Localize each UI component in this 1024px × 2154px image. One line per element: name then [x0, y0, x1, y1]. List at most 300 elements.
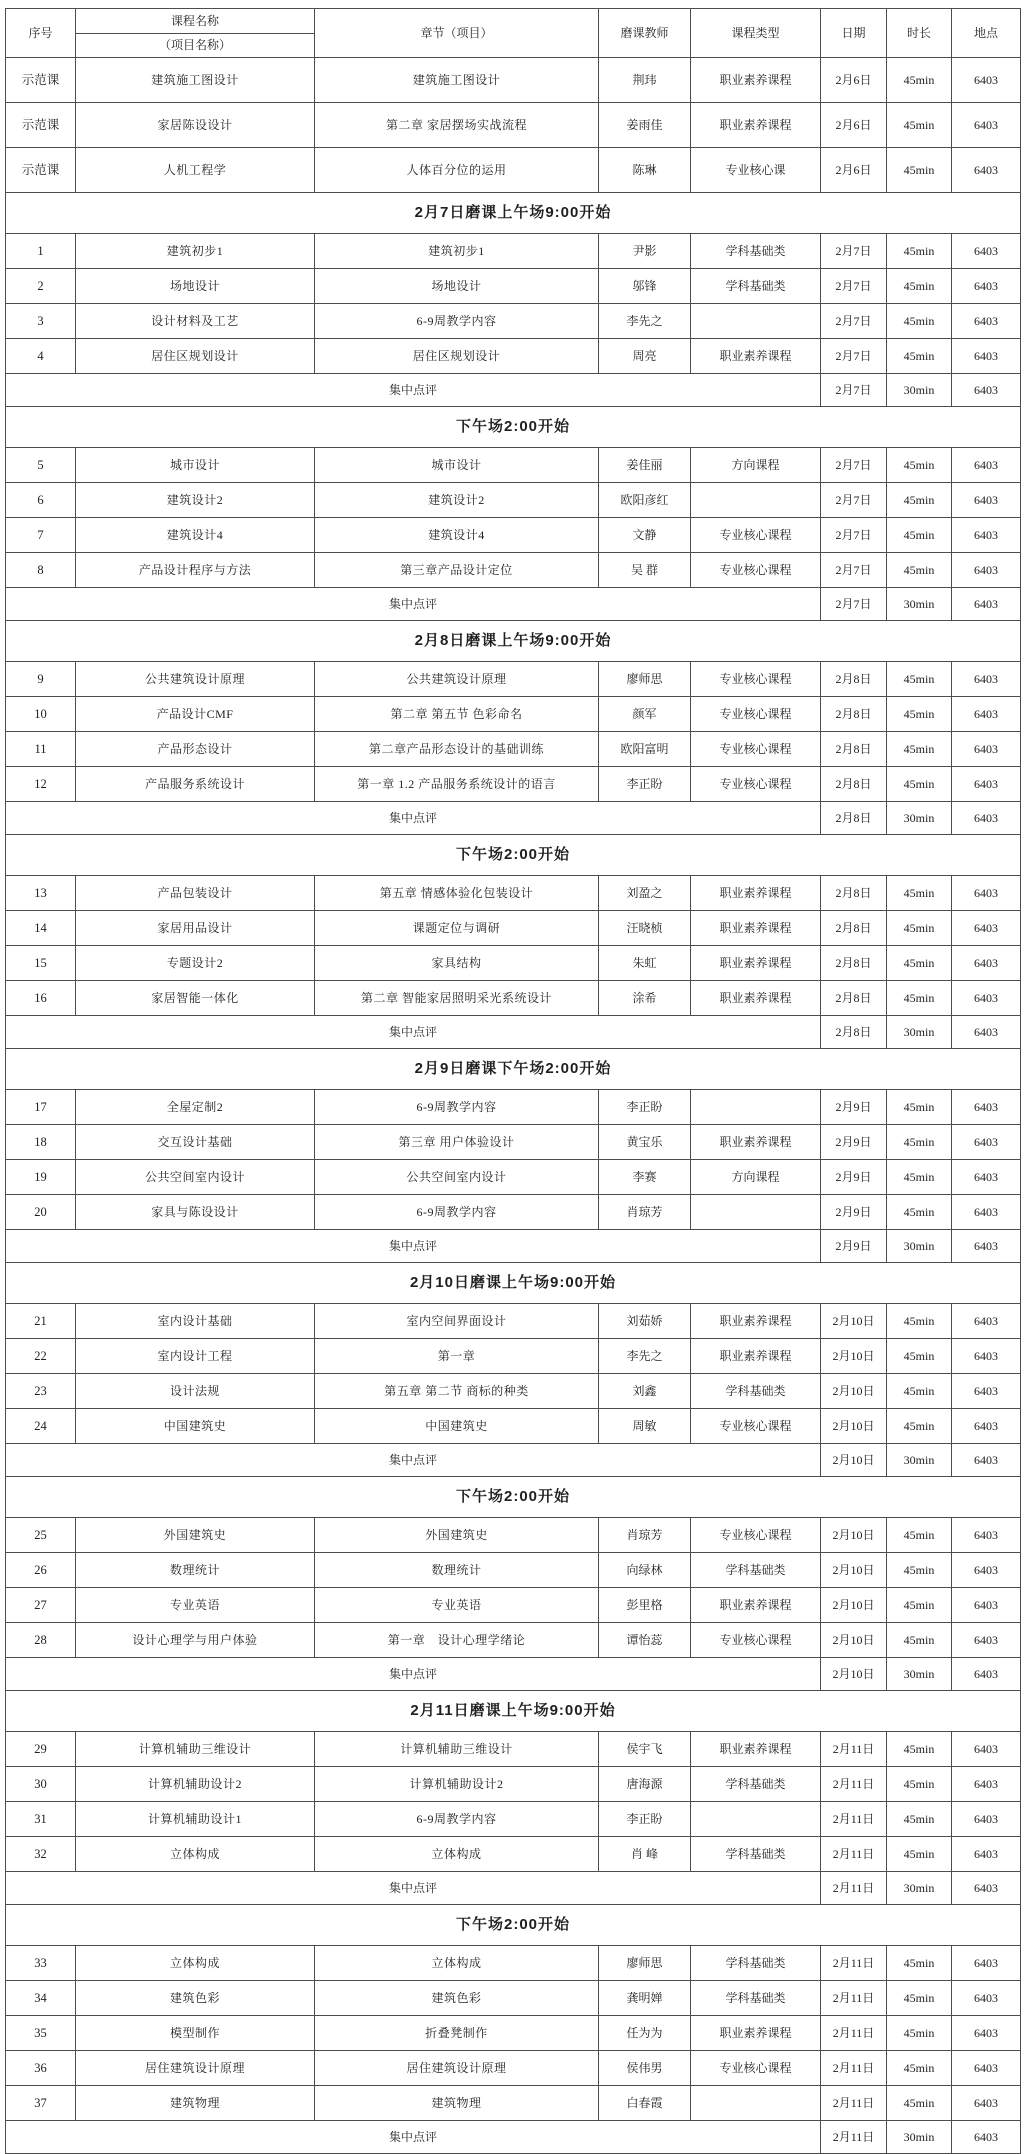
cell-chapter: 第一章 设计心理学绪论	[315, 1623, 599, 1658]
cell-location: 6403	[952, 1444, 1021, 1477]
cell-type: 学科基础类	[691, 234, 821, 269]
cell-date: 2月7日	[821, 448, 887, 483]
cell-duration: 30min	[887, 374, 952, 407]
cell-teacher: 谭怡蕊	[599, 1623, 691, 1658]
cell-course-name: 建筑设计4	[76, 518, 315, 553]
cell-type: 专业核心课	[691, 148, 821, 193]
cell-date: 2月10日	[821, 1553, 887, 1588]
cell-duration: 45min	[887, 732, 952, 767]
cell-location: 6403	[952, 697, 1021, 732]
cell-teacher: 彭里格	[599, 1588, 691, 1623]
cell-course-name: 产品形态设计	[76, 732, 315, 767]
cell-duration: 45min	[887, 1837, 952, 1872]
cell-index: 33	[6, 1946, 76, 1981]
cell-location: 6403	[952, 1518, 1021, 1553]
cell-type: 职业素养课程	[691, 103, 821, 148]
cell-teacher: 刘鑫	[599, 1374, 691, 1409]
cell-date: 2月9日	[821, 1230, 887, 1263]
cell-teacher: 唐海源	[599, 1767, 691, 1802]
session-header-row	[6, 1905, 1021, 1946]
cell-index: 19	[6, 1160, 76, 1195]
cell-type: 职业素养课程	[691, 1304, 821, 1339]
session-header-row	[6, 1049, 1021, 1090]
cell-date: 2月9日	[821, 1090, 887, 1125]
cell-duration: 45min	[887, 339, 952, 374]
course-row	[6, 911, 1021, 946]
review-row	[6, 1658, 1021, 1691]
cell-chapter: 第一章	[315, 1339, 599, 1374]
cell-index: 示范课	[6, 148, 76, 193]
cell-chapter: 第五章 情感体验化包装设计	[315, 876, 599, 911]
cell-chapter: 公共建筑设计原理	[315, 662, 599, 697]
cell-date: 2月11日	[821, 1767, 887, 1802]
cell-chapter: 外国建筑史	[315, 1518, 599, 1553]
cell-chapter: 场地设计	[315, 269, 599, 304]
cell-course-name: 交互设计基础	[76, 1125, 315, 1160]
cell-index: 10	[6, 697, 76, 732]
header-chapter: 章节（项目）	[315, 9, 599, 58]
cell-index: 3	[6, 304, 76, 339]
cell-duration: 45min	[887, 1125, 952, 1160]
cell-index: 18	[6, 1125, 76, 1160]
demo-course-row	[6, 58, 1021, 103]
cell-type	[691, 1090, 821, 1125]
session-header-row	[6, 1263, 1021, 1304]
cell-index: 29	[6, 1732, 76, 1767]
cell-location: 6403	[952, 1339, 1021, 1374]
course-row	[6, 1837, 1021, 1872]
cell-chapter: 建筑设计4	[315, 518, 599, 553]
course-row	[6, 1553, 1021, 1588]
cell-location: 6403	[952, 1553, 1021, 1588]
course-row	[6, 1195, 1021, 1230]
course-row	[6, 448, 1021, 483]
cell-type: 专业核心课程	[691, 1409, 821, 1444]
cell-teacher: 陈琳	[599, 148, 691, 193]
cell-date: 2月10日	[821, 1444, 887, 1477]
cell-course-name: 设计心理学与用户体验	[76, 1623, 315, 1658]
cell-type: 学科基础类	[691, 1981, 821, 2016]
course-row	[6, 981, 1021, 1016]
cell-date: 2月8日	[821, 981, 887, 1016]
cell-date: 2月6日	[821, 103, 887, 148]
cell-type: 方向课程	[691, 448, 821, 483]
cell-location: 6403	[952, 148, 1021, 193]
course-row	[6, 1125, 1021, 1160]
cell-date: 2月11日	[821, 1946, 887, 1981]
cell-duration: 45min	[887, 2051, 952, 2086]
cell-date: 2月6日	[821, 58, 887, 103]
cell-course-name: 家居智能一体化	[76, 981, 315, 1016]
cell-type: 职业素养课程	[691, 339, 821, 374]
course-row	[6, 1160, 1021, 1195]
cell-duration: 45min	[887, 448, 952, 483]
review-row	[6, 2121, 1021, 2154]
review-label: 集中点评	[6, 1016, 821, 1049]
cell-location: 6403	[952, 1374, 1021, 1409]
cell-course-name: 立体构成	[76, 1946, 315, 1981]
cell-date: 2月11日	[821, 2051, 887, 2086]
session-header-row	[6, 621, 1021, 662]
cell-chapter: 课题定位与调研	[315, 911, 599, 946]
header-teacher: 磨课教师	[599, 9, 691, 58]
course-row	[6, 662, 1021, 697]
cell-date: 2月8日	[821, 767, 887, 802]
cell-teacher: 荆玮	[599, 58, 691, 103]
cell-duration: 45min	[887, 269, 952, 304]
cell-chapter: 建筑物理	[315, 2086, 599, 2121]
cell-teacher: 周亮	[599, 339, 691, 374]
cell-teacher: 李正盼	[599, 767, 691, 802]
cell-date: 2月10日	[821, 1588, 887, 1623]
course-row	[6, 304, 1021, 339]
cell-date: 2月11日	[821, 1732, 887, 1767]
cell-type: 学科基础类	[691, 1946, 821, 1981]
cell-location: 6403	[952, 1230, 1021, 1263]
cell-date: 2月7日	[821, 483, 887, 518]
cell-chapter: 城市设计	[315, 448, 599, 483]
cell-type: 专业核心课程	[691, 2051, 821, 2086]
cell-date: 2月9日	[821, 1160, 887, 1195]
cell-duration: 45min	[887, 2016, 952, 2051]
cell-duration: 45min	[887, 304, 952, 339]
cell-type: 职业素养课程	[691, 876, 821, 911]
course-row	[6, 767, 1021, 802]
cell-duration: 45min	[887, 1981, 952, 2016]
cell-course-name: 模型制作	[76, 2016, 315, 2051]
cell-index: 24	[6, 1409, 76, 1444]
session-header-label: 2月10日磨课上午场9:00开始	[6, 1263, 1021, 1304]
cell-chapter: 第二章 第五节 色彩命名	[315, 697, 599, 732]
cell-date: 2月11日	[821, 1872, 887, 1905]
cell-teacher: 刘茹娇	[599, 1304, 691, 1339]
cell-date: 2月10日	[821, 1374, 887, 1409]
cell-date: 2月11日	[821, 1981, 887, 2016]
cell-index: 5	[6, 448, 76, 483]
cell-location: 6403	[952, 1981, 1021, 2016]
review-row	[6, 802, 1021, 835]
course-row	[6, 483, 1021, 518]
cell-date: 2月9日	[821, 1125, 887, 1160]
cell-type: 学科基础类	[691, 269, 821, 304]
cell-location: 6403	[952, 1872, 1021, 1905]
cell-course-name: 专题设计2	[76, 946, 315, 981]
cell-location: 6403	[952, 2051, 1021, 2086]
cell-chapter: 6-9周教学内容	[315, 1195, 599, 1230]
cell-course-name: 设计法规	[76, 1374, 315, 1409]
cell-course-name: 产品包装设计	[76, 876, 315, 911]
cell-type: 职业素养课程	[691, 981, 821, 1016]
cell-teacher: 李正盼	[599, 1802, 691, 1837]
cell-chapter: 公共空间室内设计	[315, 1160, 599, 1195]
cell-course-name: 建筑初步1	[76, 234, 315, 269]
cell-chapter: 建筑初步1	[315, 234, 599, 269]
cell-index: 14	[6, 911, 76, 946]
header-type: 课程类型	[691, 9, 821, 58]
schedule-sheet	[5, 8, 1020, 2154]
cell-location: 6403	[952, 553, 1021, 588]
review-label: 集中点评	[6, 1230, 821, 1263]
course-row	[6, 1339, 1021, 1374]
review-label: 集中点评	[6, 1872, 821, 1905]
cell-location: 6403	[952, 2086, 1021, 2121]
cell-chapter: 立体构成	[315, 1837, 599, 1872]
cell-index: 17	[6, 1090, 76, 1125]
cell-type: 专业核心课程	[691, 1623, 821, 1658]
cell-teacher: 李先之	[599, 304, 691, 339]
cell-chapter: 第二章 家居摆场实战流程	[315, 103, 599, 148]
cell-chapter: 建筑设计2	[315, 483, 599, 518]
cell-date: 2月10日	[821, 1339, 887, 1374]
cell-type: 职业素养课程	[691, 1125, 821, 1160]
cell-date: 2月9日	[821, 1195, 887, 1230]
review-row	[6, 1872, 1021, 1905]
cell-date: 2月8日	[821, 911, 887, 946]
cell-duration: 45min	[887, 876, 952, 911]
course-row	[6, 518, 1021, 553]
cell-date: 2月10日	[821, 1623, 887, 1658]
cell-teacher: 李正盼	[599, 1090, 691, 1125]
cell-course-name: 专业英语	[76, 1588, 315, 1623]
cell-chapter: 建筑色彩	[315, 1981, 599, 2016]
cell-location: 6403	[952, 1016, 1021, 1049]
cell-type: 学科基础类	[691, 1374, 821, 1409]
cell-chapter: 室内空间界面设计	[315, 1304, 599, 1339]
cell-chapter: 6-9周教学内容	[315, 1802, 599, 1837]
cell-type: 职业素养课程	[691, 911, 821, 946]
cell-index: 1	[6, 234, 76, 269]
session-header-label: 下午场2:00开始	[6, 835, 1021, 876]
cell-index: 35	[6, 2016, 76, 2051]
cell-location: 6403	[952, 483, 1021, 518]
cell-type: 专业核心课程	[691, 767, 821, 802]
cell-teacher: 廖师思	[599, 1946, 691, 1981]
schedule-table	[5, 8, 1021, 2154]
cell-course-name: 居住区规划设计	[76, 339, 315, 374]
header-row	[6, 9, 1021, 58]
cell-chapter: 第三章产品设计定位	[315, 553, 599, 588]
cell-location: 6403	[952, 269, 1021, 304]
review-row	[6, 1230, 1021, 1263]
cell-teacher: 刘盈之	[599, 876, 691, 911]
cell-duration: 45min	[887, 58, 952, 103]
cell-date: 2月11日	[821, 2016, 887, 2051]
cell-teacher: 侯宇飞	[599, 1732, 691, 1767]
cell-duration: 45min	[887, 662, 952, 697]
cell-duration: 45min	[887, 1409, 952, 1444]
cell-index: 8	[6, 553, 76, 588]
course-row	[6, 2051, 1021, 2086]
cell-duration: 45min	[887, 483, 952, 518]
cell-course-name: 建筑物理	[76, 2086, 315, 2121]
cell-course-name: 外国建筑史	[76, 1518, 315, 1553]
review-row	[6, 374, 1021, 407]
review-label: 集中点评	[6, 1658, 821, 1691]
cell-date: 2月7日	[821, 339, 887, 374]
cell-duration: 45min	[887, 1802, 952, 1837]
cell-duration: 45min	[887, 1195, 952, 1230]
cell-location: 6403	[952, 1732, 1021, 1767]
cell-index: 22	[6, 1339, 76, 1374]
review-row	[6, 1444, 1021, 1477]
cell-duration: 45min	[887, 234, 952, 269]
cell-index: 16	[6, 981, 76, 1016]
cell-type: 学科基础类	[691, 1767, 821, 1802]
session-header-label: 下午场2:00开始	[6, 407, 1021, 448]
cell-index: 27	[6, 1588, 76, 1623]
cell-location: 6403	[952, 374, 1021, 407]
cell-teacher: 欧阳彦红	[599, 483, 691, 518]
cell-teacher: 吴 群	[599, 553, 691, 588]
cell-location: 6403	[952, 304, 1021, 339]
cell-duration: 45min	[887, 1160, 952, 1195]
cell-location: 6403	[952, 1304, 1021, 1339]
cell-location: 6403	[952, 767, 1021, 802]
cell-teacher: 肖琼芳	[599, 1195, 691, 1230]
course-row	[6, 1588, 1021, 1623]
cell-course-name: 公共建筑设计原理	[76, 662, 315, 697]
session-header-row	[6, 1691, 1021, 1732]
cell-index: 6	[6, 483, 76, 518]
cell-course-name: 产品设计程序与方法	[76, 553, 315, 588]
cell-duration: 30min	[887, 588, 952, 621]
cell-index: 4	[6, 339, 76, 374]
course-row	[6, 1518, 1021, 1553]
cell-course-name: 室内设计工程	[76, 1339, 315, 1374]
cell-location: 6403	[952, 339, 1021, 374]
cell-teacher: 尹影	[599, 234, 691, 269]
cell-teacher: 邬锋	[599, 269, 691, 304]
cell-chapter: 居住建筑设计原理	[315, 2051, 599, 2086]
cell-chapter: 计算机辅助设计2	[315, 1767, 599, 1802]
cell-type: 专业核心课程	[691, 662, 821, 697]
cell-location: 6403	[952, 58, 1021, 103]
cell-course-name: 计算机辅助设计2	[76, 1767, 315, 1802]
cell-location: 6403	[952, 448, 1021, 483]
cell-chapter: 第一章 1.2 产品服务系统设计的语言	[315, 767, 599, 802]
cell-type: 职业素养课程	[691, 2016, 821, 2051]
cell-duration: 45min	[887, 1090, 952, 1125]
cell-index: 37	[6, 2086, 76, 2121]
cell-duration: 45min	[887, 697, 952, 732]
review-label: 集中点评	[6, 2121, 821, 2154]
cell-chapter: 6-9周教学内容	[315, 304, 599, 339]
cell-date: 2月8日	[821, 1016, 887, 1049]
demo-course-row	[6, 148, 1021, 193]
course-row	[6, 1732, 1021, 1767]
review-row	[6, 1016, 1021, 1049]
cell-chapter: 第二章产品形态设计的基础训练	[315, 732, 599, 767]
cell-date: 2月7日	[821, 234, 887, 269]
cell-location: 6403	[952, 518, 1021, 553]
cell-type: 专业核心课程	[691, 732, 821, 767]
session-header-label: 2月11日磨课上午场9:00开始	[6, 1691, 1021, 1732]
course-row	[6, 234, 1021, 269]
review-label: 集中点评	[6, 1444, 821, 1477]
cell-course-name: 家居用品设计	[76, 911, 315, 946]
cell-type: 学科基础类	[691, 1837, 821, 1872]
cell-course-name: 产品设计CMF	[76, 697, 315, 732]
cell-course-name: 建筑设计2	[76, 483, 315, 518]
cell-index: 28	[6, 1623, 76, 1658]
cell-teacher: 龚明婵	[599, 1981, 691, 2016]
course-row	[6, 1623, 1021, 1658]
cell-location: 6403	[952, 2121, 1021, 2154]
cell-index: 31	[6, 1802, 76, 1837]
cell-duration: 45min	[887, 518, 952, 553]
schedule-body	[6, 58, 1021, 2154]
cell-duration: 45min	[887, 911, 952, 946]
cell-index: 示范课	[6, 103, 76, 148]
cell-duration: 45min	[887, 1623, 952, 1658]
cell-type: 专业核心课程	[691, 518, 821, 553]
cell-teacher: 姜佳丽	[599, 448, 691, 483]
cell-location: 6403	[952, 732, 1021, 767]
cell-location: 6403	[952, 1409, 1021, 1444]
cell-teacher: 文静	[599, 518, 691, 553]
cell-index: 30	[6, 1767, 76, 1802]
review-row	[6, 588, 1021, 621]
cell-teacher: 侯伟男	[599, 2051, 691, 2086]
session-header-label: 下午场2:00开始	[6, 1905, 1021, 1946]
cell-teacher: 白春霞	[599, 2086, 691, 2121]
session-header-label: 2月8日磨课上午场9:00开始	[6, 621, 1021, 662]
cell-teacher: 黄宝乐	[599, 1125, 691, 1160]
cell-chapter: 第三章 用户体验设计	[315, 1125, 599, 1160]
cell-course-name: 公共空间室内设计	[76, 1160, 315, 1195]
cell-teacher: 颜军	[599, 697, 691, 732]
cell-type: 方向课程	[691, 1160, 821, 1195]
session-header-row	[6, 1477, 1021, 1518]
header-course	[76, 9, 315, 58]
cell-type: 专业核心课程	[691, 1518, 821, 1553]
cell-course-name: 家居陈设设计	[76, 103, 315, 148]
cell-location: 6403	[952, 234, 1021, 269]
cell-index: 21	[6, 1304, 76, 1339]
cell-date: 2月8日	[821, 732, 887, 767]
cell-duration: 45min	[887, 1553, 952, 1588]
cell-duration: 30min	[887, 1230, 952, 1263]
course-row	[6, 1374, 1021, 1409]
cell-type	[691, 1802, 821, 1837]
cell-duration: 45min	[887, 103, 952, 148]
cell-location: 6403	[952, 946, 1021, 981]
cell-date: 2月11日	[821, 2086, 887, 2121]
cell-duration: 45min	[887, 1946, 952, 1981]
cell-location: 6403	[952, 981, 1021, 1016]
cell-teacher: 朱虹	[599, 946, 691, 981]
cell-duration: 30min	[887, 1444, 952, 1477]
cell-teacher: 周敏	[599, 1409, 691, 1444]
cell-date: 2月11日	[821, 1802, 887, 1837]
cell-duration: 45min	[887, 2086, 952, 2121]
cell-location: 6403	[952, 911, 1021, 946]
cell-teacher: 汪晓桢	[599, 911, 691, 946]
cell-chapter: 家具结构	[315, 946, 599, 981]
cell-duration: 45min	[887, 1588, 952, 1623]
cell-location: 6403	[952, 1588, 1021, 1623]
session-header-label: 下午场2:00开始	[6, 1477, 1021, 1518]
cell-index: 2	[6, 269, 76, 304]
cell-location: 6403	[952, 1658, 1021, 1691]
cell-index: 26	[6, 1553, 76, 1588]
cell-course-name: 产品服务系统设计	[76, 767, 315, 802]
session-header-row	[6, 835, 1021, 876]
cell-date: 2月10日	[821, 1518, 887, 1553]
cell-chapter: 6-9周教学内容	[315, 1090, 599, 1125]
cell-type: 职业素养课程	[691, 1732, 821, 1767]
cell-course-name: 建筑施工图设计	[76, 58, 315, 103]
